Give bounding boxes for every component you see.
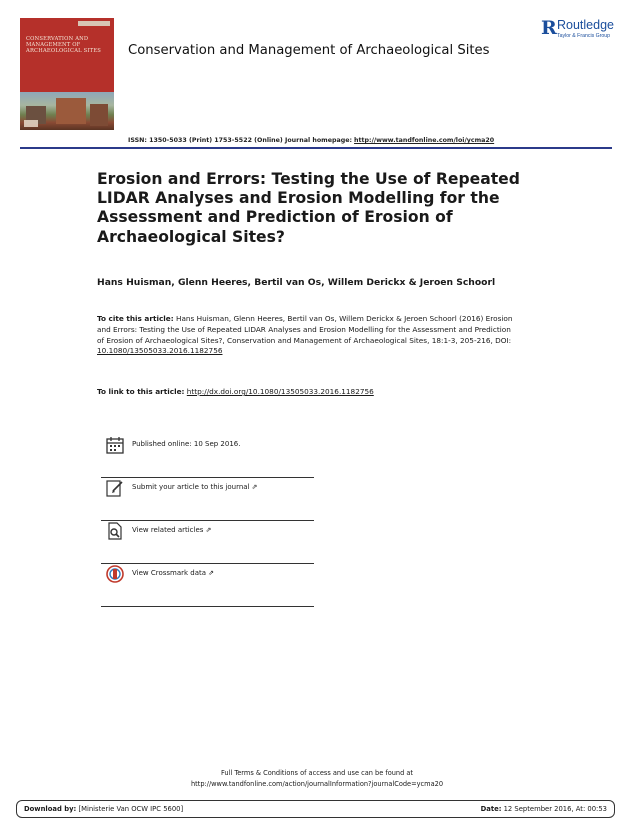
calendar-icon bbox=[105, 435, 125, 455]
publisher-subtitle: Taylor & Francis Group bbox=[557, 33, 611, 39]
publisher-logo bbox=[541, 18, 621, 42]
submit-article-link[interactable]: Submit your article to this journal ⇗ bbox=[132, 483, 258, 491]
article-title: Erosion and Errors: Testing the Use of Repeated LIDAR Analyses and Erosion Modelling for the Assessment and Prediction of Erosion of Archaeological Sites? bbox=[97, 170, 520, 246]
published-online-row bbox=[101, 435, 314, 478]
published-online-label: Published online: 10 Sep 2016. bbox=[132, 440, 241, 448]
terms-url[interactable]: http://www.tandfonline.com/action/journalInformation?journalCode=ycma20 bbox=[190, 780, 444, 788]
downloaded-by: Download by: [Ministerie Van OCW IPC 5600] bbox=[24, 805, 184, 813]
issn-text: ISSN: 1350-5033 (Print) 1753-5522 (Online) Journal homepage: bbox=[128, 137, 353, 144]
link-label: To link to this article: bbox=[97, 387, 185, 396]
citation-label: To cite this article: bbox=[97, 314, 174, 323]
external-link-icon: ⇗ bbox=[208, 569, 214, 577]
article-doi-url[interactable]: http://dx.doi.org/10.1080/13505033.2016.1182756 bbox=[186, 387, 374, 396]
routledge-r-icon: R bbox=[541, 17, 557, 39]
issn-line bbox=[128, 137, 494, 144]
journal-homepage-link[interactable]: http://www.tandfonline.com/loi/ycma20 bbox=[354, 137, 495, 144]
terms-line: Full Terms & Conditions of access and use can be found at bbox=[220, 769, 414, 777]
cover-title: CONSERVATION AND MANAGEMENT OF ARCHAEOLOGICAL SITES bbox=[26, 36, 102, 55]
related-articles-row[interactable] bbox=[101, 521, 314, 564]
citation-block bbox=[97, 314, 517, 357]
crossmark-link[interactable]: View Crossmark data ⇗ bbox=[132, 569, 214, 577]
publisher-name: Routledge bbox=[557, 18, 614, 32]
row-divider bbox=[101, 606, 314, 607]
journal-cover[interactable] bbox=[20, 18, 114, 130]
related-articles-link[interactable]: View related articles ⇗ bbox=[132, 526, 212, 534]
external-link-icon: ⇗ bbox=[205, 526, 212, 534]
download-bar bbox=[16, 800, 615, 818]
citation-text: Hans Huisman, Glenn Heeres, Bertil van Os, Willem Derickx & Jeroen Schoorl (2016) Erosion and Errors: Testing the Use of Repeated LIDAR Analyses and Erosion Modelling for the Assessment and Prediction of Erosion of Archaeological Sites?, Conservation and Management of Archaeological Sites, 18:1-3, 205-216, DOI: bbox=[97, 314, 513, 345]
download-date: Date: 12 September 2016, At: 00:53 bbox=[480, 805, 607, 813]
journal-title: Conservation and Management of Archaeological Sites bbox=[128, 43, 490, 58]
cover-issue-strip bbox=[78, 21, 110, 26]
article-link-line bbox=[97, 387, 374, 396]
article-authors: Hans Huisman, Glenn Heeres, Bertil van Os, Willem Derickx & Jeroen Schoorl bbox=[97, 277, 496, 288]
submit-article-row[interactable] bbox=[101, 478, 314, 521]
terms-footer bbox=[0, 768, 634, 790]
header-divider bbox=[20, 147, 612, 149]
external-link-icon: ⇗ bbox=[251, 483, 258, 491]
citation-doi-link[interactable]: 10.1080/13505033.2016.1182756 bbox=[97, 346, 223, 356]
pencil-icon bbox=[105, 478, 125, 498]
crossmark-row[interactable] bbox=[101, 564, 314, 607]
document-icon bbox=[105, 521, 125, 541]
crossmark-icon bbox=[105, 564, 125, 584]
cover-publisher-logo bbox=[24, 120, 38, 127]
